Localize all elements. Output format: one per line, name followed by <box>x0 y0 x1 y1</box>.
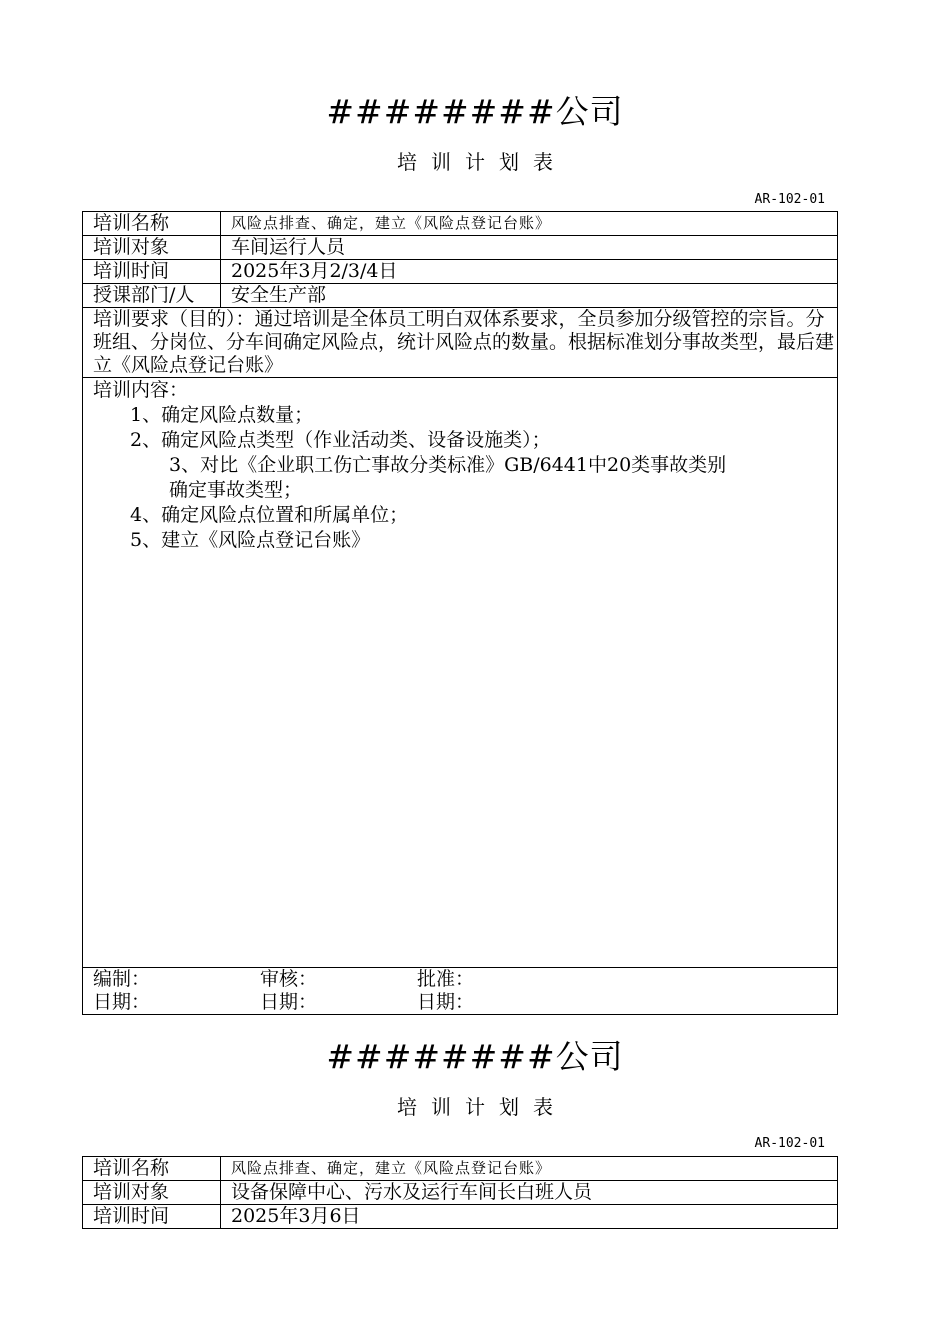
training-target-value: 设备保障中心、污水及运行车间长白班人员 <box>221 1181 838 1205</box>
training-plan-table <box>82 211 838 1015</box>
company-title: ########公司 <box>326 1037 624 1076</box>
content-item: 3、对比《企业职工伤亡事故分类标准》GB/6441中20类事故类别 <box>169 454 727 476</box>
table-row <box>83 1205 838 1229</box>
content-item: 确定事故类型； <box>169 479 303 501</box>
prepared-by-label: 编制： <box>93 968 151 990</box>
table-row <box>83 212 838 236</box>
table-row <box>83 284 838 308</box>
content-item: 5、建立《风险点登记台账》 <box>130 529 371 551</box>
table-row <box>83 236 838 260</box>
date-label: 日期： <box>93 991 151 1013</box>
content-item: 4、确定风险点位置和所属单位； <box>130 504 409 526</box>
row-label: 授课部门/人 <box>83 284 221 308</box>
training-target-value: 车间运行人员 <box>221 236 838 260</box>
training-name-value: 风险点排查、确定，建立《风险点登记台账》 <box>221 1157 838 1181</box>
signature-row <box>83 968 838 1015</box>
requirement-row <box>83 308 838 378</box>
form-code: AR-102-01 <box>754 1136 825 1151</box>
training-plan-table <box>82 1156 838 1229</box>
training-time-value: 2025年3月6日 <box>221 1205 838 1229</box>
row-label: 培训名称 <box>83 212 221 236</box>
content-title: 培训内容： <box>93 379 189 401</box>
row-label: 培训时间 <box>83 260 221 284</box>
signature-block <box>83 968 838 1015</box>
content-row <box>83 378 838 968</box>
table-row <box>83 1181 838 1205</box>
form-title: 培训计划表 <box>397 1095 567 1119</box>
date-label: 日期： <box>260 991 318 1013</box>
form-code: AR-102-01 <box>754 192 825 207</box>
form-title: 培训计划表 <box>397 150 567 174</box>
approved-by-label: 批准： <box>417 968 475 990</box>
company-title: ########公司 <box>326 92 624 131</box>
training-name-value: 风险点排查、确定，建立《风险点登记台账》 <box>221 212 838 236</box>
table-row <box>83 260 838 284</box>
row-label: 培训对象 <box>83 1181 221 1205</box>
training-content <box>83 378 838 968</box>
table-row <box>83 1157 838 1181</box>
reviewed-by-label: 审核： <box>260 968 318 990</box>
row-label: 培训名称 <box>83 1157 221 1181</box>
row-label: 培训时间 <box>83 1205 221 1229</box>
training-time-value: 2025年3月2/3/4日 <box>221 260 838 284</box>
row-label: 培训对象 <box>83 236 221 260</box>
department-value: 安全生产部 <box>221 284 838 308</box>
training-requirement: 培训要求（目的）：通过培训是全体员工明白双体系要求，全员参加分级管控的宗旨。分班组、分岗位、分车间确定风险点，统计风险点的数量。根据标准划分事故类型，最后建立《风险点登记台账》 <box>83 308 838 378</box>
date-label: 日期： <box>417 991 475 1013</box>
content-item: 2、确定风险点类型（作业活动类、设备设施类）； <box>130 429 551 451</box>
content-item: 1、确定风险点数量； <box>130 404 314 426</box>
